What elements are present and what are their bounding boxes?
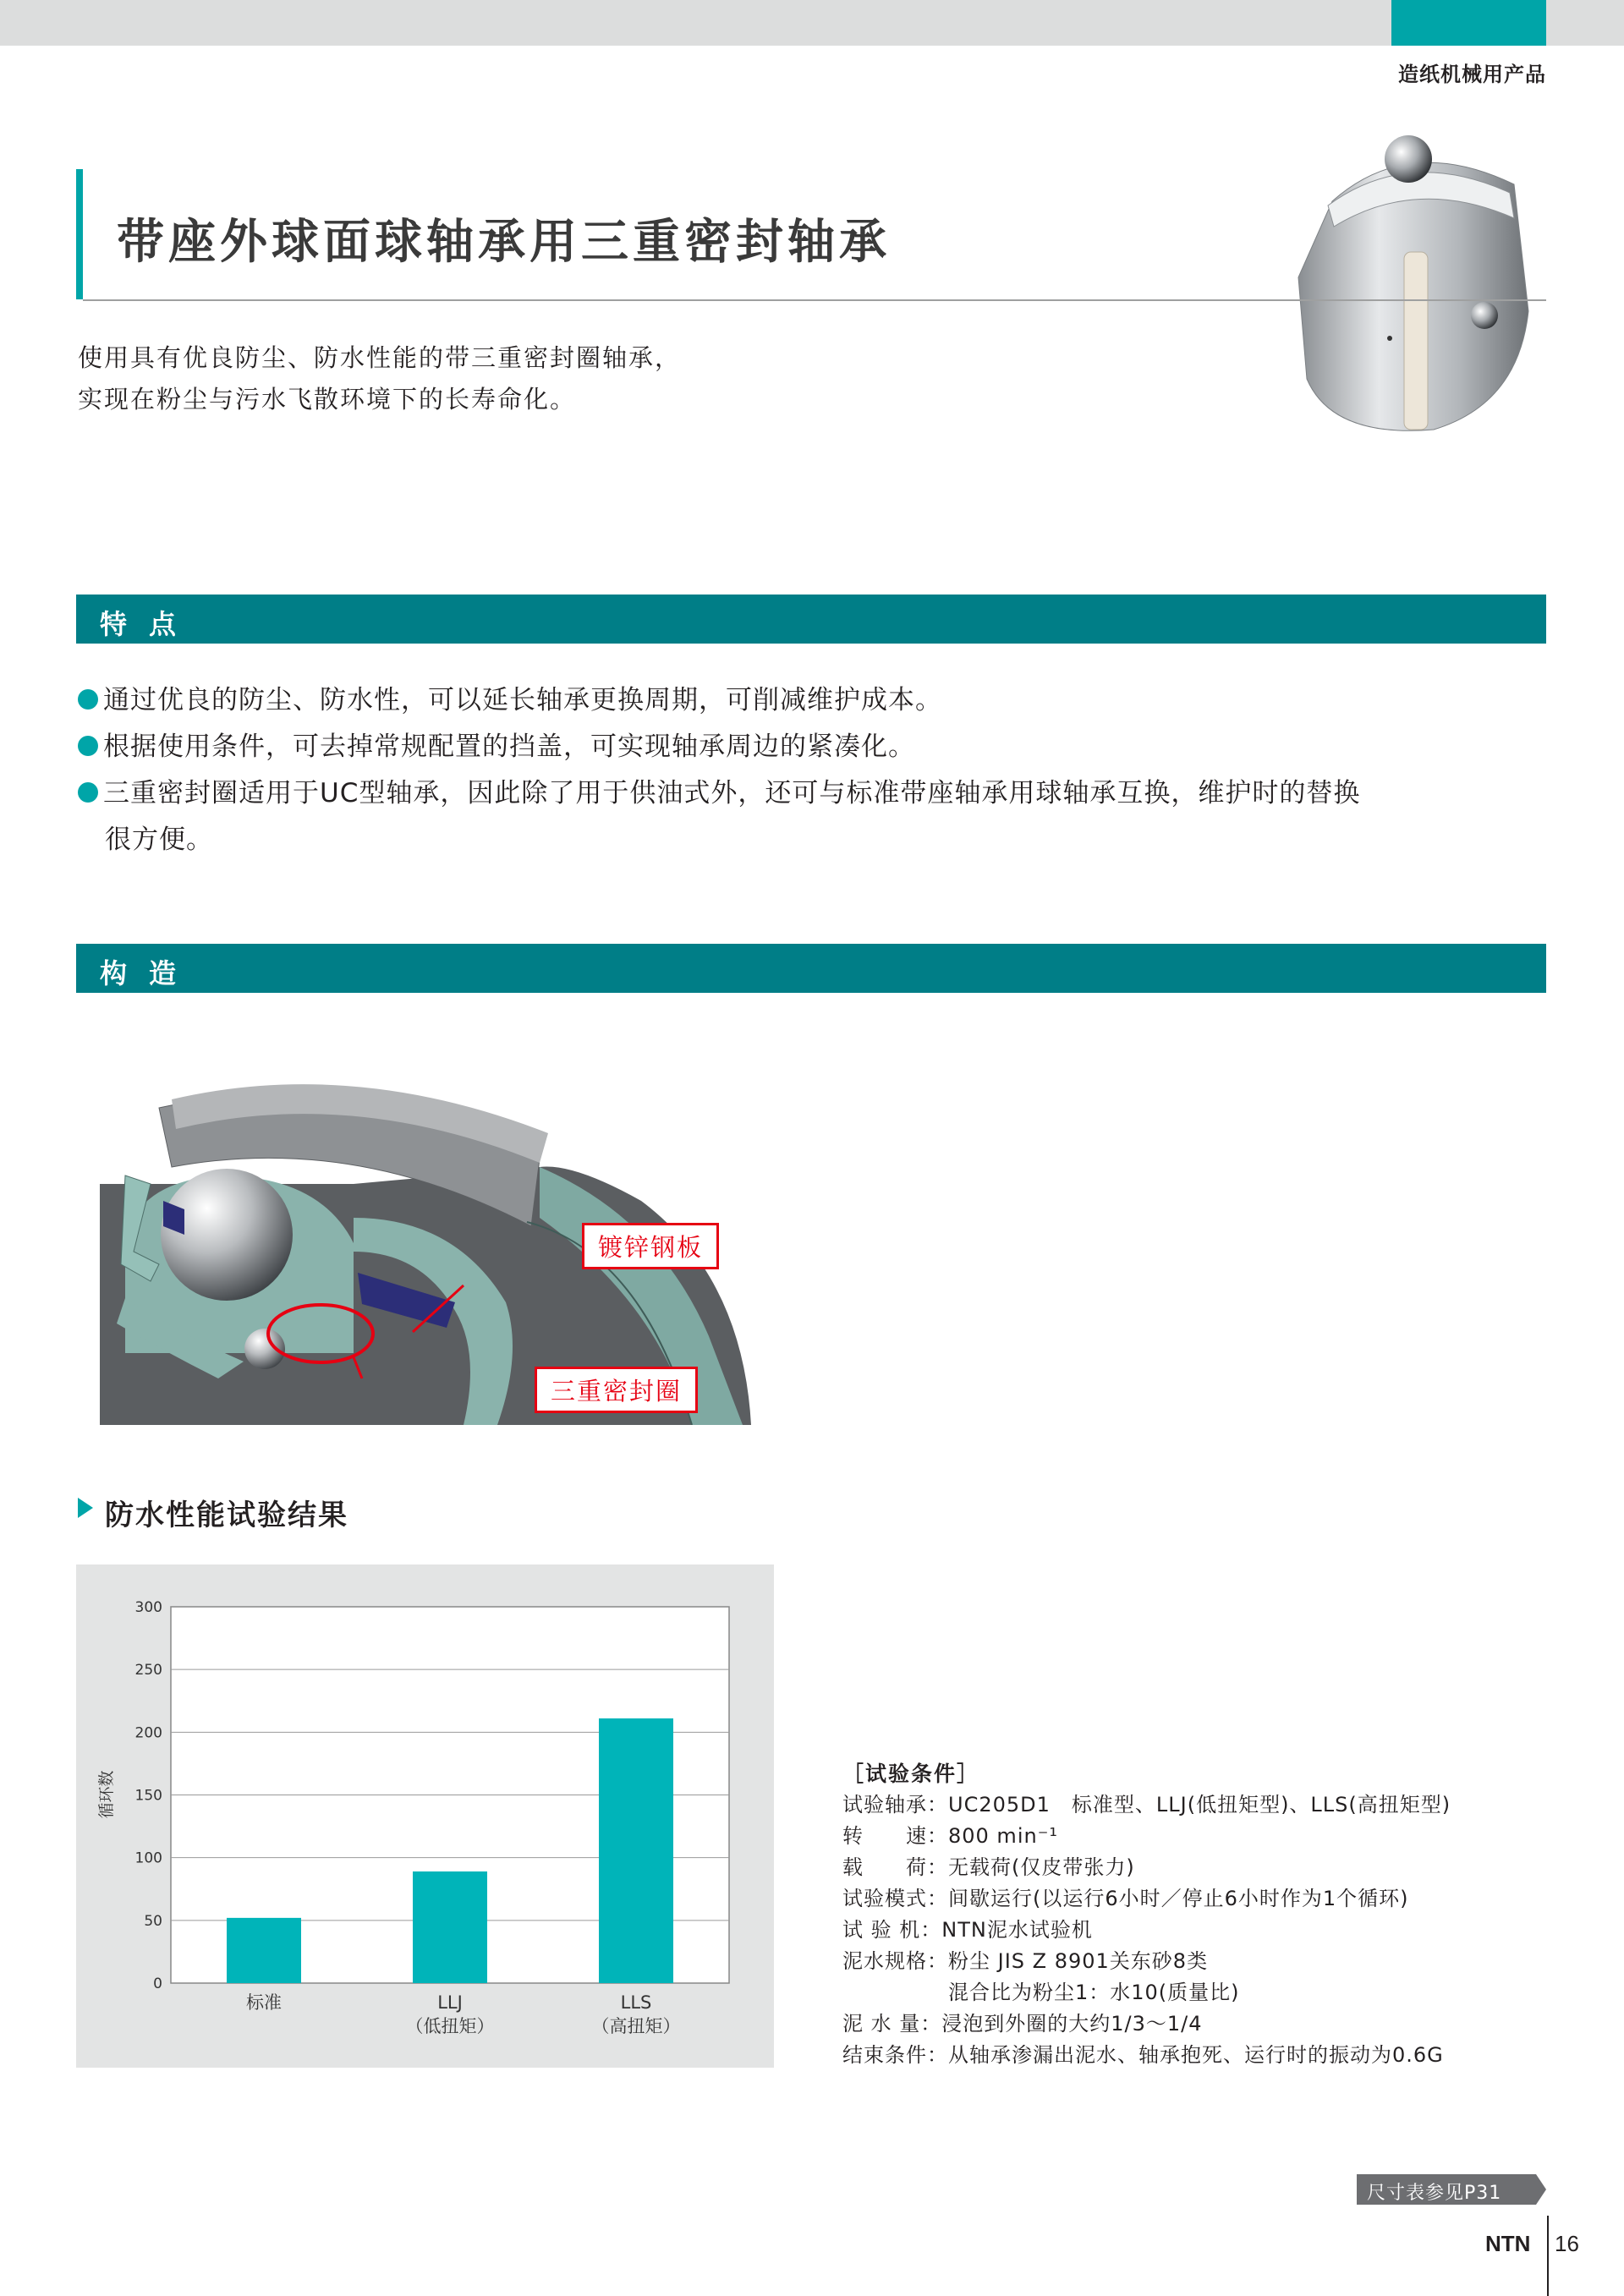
y-tick-label: 100 xyxy=(134,1849,162,1867)
x-tick-label: LLS xyxy=(620,1992,652,2013)
intro-line-2: 实现在粉尘与污水飞散环境下的长寿命化。 xyxy=(78,385,577,414)
page-title: 带座外球面球轴承用三重密封轴承 xyxy=(117,215,891,270)
chart-heading: 防水性能试验结果 xyxy=(105,1499,348,1532)
condition-line: 载 荷：无载荷(仅皮带张力) xyxy=(842,1855,1135,1879)
x-tick-sublabel: （低扭矩） xyxy=(405,2016,495,2036)
y-tick-label: 300 xyxy=(134,1599,162,1616)
intro-line-1: 使用具有优良防尘、防水性能的带三重密封圈轴承， xyxy=(78,343,682,372)
bar xyxy=(599,1718,673,1983)
top-band-accent xyxy=(1391,0,1546,46)
condition-line: 转 速：800 min⁻¹ xyxy=(842,1824,1058,1848)
bullet-dot-icon xyxy=(78,782,98,803)
feature-item-continuation: 很方便。 xyxy=(105,825,213,855)
badge-arrow-icon xyxy=(1536,2174,1546,2205)
condition-line: 混合比为粉尘1：水10(质量比) xyxy=(842,1981,1240,2004)
bullet-dot-icon xyxy=(78,736,98,756)
condition-line: 试验模式：间歇运行(以运行6小时／停止6小时作为1个循环) xyxy=(842,1887,1409,1910)
bearing-product-image xyxy=(1281,125,1535,438)
condition-line: 试 验 机：NTN泥水试验机 xyxy=(842,1918,1093,1942)
feature-text: 根据使用条件，可去掉常规配置的挡盖，可实现轴承周边的紧凑化。 xyxy=(103,732,915,762)
bar xyxy=(413,1871,487,1983)
condition-line: 泥水规格：粉尘 JIS Z 8901关东砂8类 xyxy=(842,1949,1209,1973)
section-header-structure xyxy=(76,944,1546,993)
size-table-reference[interactable] xyxy=(1357,2174,1536,2205)
feature-item xyxy=(78,677,942,724)
y-tick-label: 0 xyxy=(153,1975,162,1992)
bar-chart xyxy=(76,1564,774,2068)
feature-text: 通过优良的防尘、防水性，可以延长轴承更换周期，可削减维护成本。 xyxy=(103,685,942,715)
feature-item xyxy=(78,770,1360,817)
top-band xyxy=(0,0,1624,46)
y-tick-label: 150 xyxy=(134,1787,162,1805)
condition-line: 试验轴承：UC205D1 标准型、LLJ(低扭矩型)、LLS(高扭矩型) xyxy=(842,1793,1451,1817)
category-label: 造纸机械用产品 xyxy=(1398,63,1546,86)
size-table-reference-text: 尺寸表参见P31 xyxy=(1367,2183,1502,2204)
x-tick-label: 标准 xyxy=(246,1992,282,2013)
x-tick-label: LLJ xyxy=(437,1992,463,2013)
section-header-features xyxy=(76,595,1546,644)
callout-zinc-plate: 镀锌钢板 xyxy=(582,1223,719,1269)
conditions-heading: ［试验条件］ xyxy=(842,1762,980,1786)
triangle-arrow-icon xyxy=(78,1498,93,1518)
brand-logo: NTN xyxy=(1485,2231,1531,2256)
y-tick-label: 50 xyxy=(144,1912,162,1930)
page-number-rule xyxy=(1547,2216,1549,2296)
feature-item xyxy=(78,723,915,770)
y-axis-label: 循环数 xyxy=(97,1770,116,1819)
title-accent-bar xyxy=(76,169,83,299)
condition-line: 泥 水 量：浸泡到外圈的大约1/3～1/4 xyxy=(842,2012,1203,2036)
section-title-structure: 构造 xyxy=(100,957,199,989)
bullet-dot-icon xyxy=(78,689,98,710)
bar xyxy=(227,1918,301,1983)
y-tick-label: 200 xyxy=(134,1724,162,1742)
x-tick-sublabel: （高扭矩） xyxy=(591,2016,681,2036)
feature-text: 三重密封圈适用于UC型轴承，因此除了用于供油式外，还可与标准带座轴承用球轴承互换，维护时的替换 xyxy=(103,778,1361,808)
section-title-features: 特点 xyxy=(100,608,199,640)
y-tick-label: 250 xyxy=(134,1662,162,1680)
condition-line: 结束条件：从轴承渗漏出泥水、轴承抱死、运行时的振动为0.6G xyxy=(842,2043,1444,2067)
title-rule xyxy=(83,299,1546,301)
page-number: 16 xyxy=(1555,2231,1579,2256)
callout-triple-seal: 三重密封圈 xyxy=(535,1367,698,1413)
